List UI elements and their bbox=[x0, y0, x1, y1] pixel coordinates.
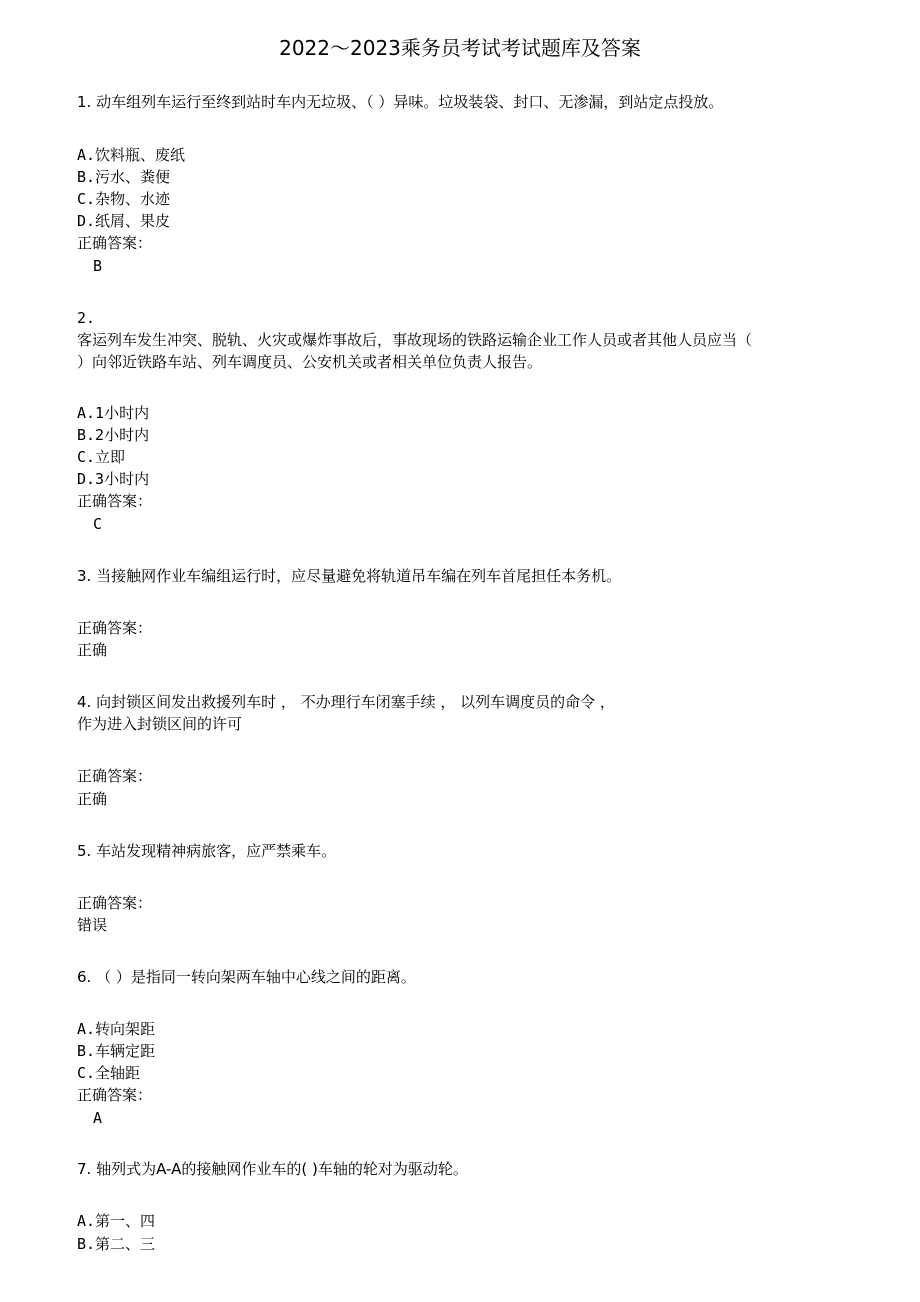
answer-value: A bbox=[93, 1109, 103, 1127]
question-stem: 5. 车站发现精神病旅客，应严禁乘车。 bbox=[77, 842, 337, 860]
answer-label: 正确答案： bbox=[77, 619, 153, 637]
question-stem-line-2: ）向邻近铁路车站、列车调度员、公安机关或者相关单位负责人报告。 bbox=[77, 353, 543, 371]
answer-value: B bbox=[93, 257, 103, 275]
option-b: B.第二、三 bbox=[77, 1235, 156, 1253]
question-stem-line-1: 4. 向封锁区间发出救援列车时 ， 不办理行车闭塞手续 ， 以列车调度员的命令 ， bbox=[77, 693, 615, 711]
answer-value: 正确 bbox=[77, 790, 108, 808]
answer-label: 正确答案： bbox=[77, 234, 153, 252]
answer-value: 错误 bbox=[77, 916, 108, 934]
question-stem: 1. 动车组列车运行至终到站时车内无垃圾、（ ）异味。垃圾装袋、封口、无渗漏，到站定点投放。 bbox=[77, 93, 724, 111]
question-stem-line-2: 作为进入封锁区间的许可 bbox=[77, 715, 243, 733]
option-d: D.纸屑、果皮 bbox=[77, 212, 171, 230]
question-stem: 7. 轴列式为A-A的接触网作业车的( )车轴的轮对为驱动轮。 bbox=[77, 1160, 468, 1178]
question-stem: 6. （ ）是指同一转向架两车轴中心线之间的距离。 bbox=[77, 968, 416, 986]
option-a: A.转向架距 bbox=[77, 1020, 156, 1038]
answer-label: 正确答案： bbox=[77, 492, 153, 510]
answer-label: 正确答案： bbox=[77, 767, 153, 785]
question-stem-line-1: 客运列车发生冲突、脱轨、火灾或爆炸事故后，事故现场的铁路运输企业工作人员或者其他人员应当（ bbox=[77, 331, 753, 349]
option-c: C.杂物、水迹 bbox=[77, 190, 171, 208]
option-c: C.立即 bbox=[77, 448, 126, 466]
option-c: C.全轴距 bbox=[77, 1064, 141, 1082]
option-b: B.车辆定距 bbox=[77, 1042, 156, 1060]
option-a: A.饮料瓶、废纸 bbox=[77, 146, 186, 164]
option-a: A.第一、四 bbox=[77, 1212, 156, 1230]
answer-value: C bbox=[93, 515, 103, 533]
option-a: A.1小时内 bbox=[77, 404, 150, 422]
option-d: D.3小时内 bbox=[77, 470, 150, 488]
question-stem: 3. 当接触网作业车编组运行时，应尽量避免将轨道吊车编在列车首尾担任本务机。 bbox=[77, 567, 622, 585]
answer-value: 正确 bbox=[77, 641, 108, 659]
question-number: 2. bbox=[77, 309, 96, 327]
option-b: B.污水、粪便 bbox=[77, 168, 171, 186]
option-b: B.2小时内 bbox=[77, 426, 150, 444]
answer-label: 正确答案： bbox=[77, 894, 153, 912]
answer-label: 正确答案： bbox=[77, 1086, 153, 1104]
page-title: 2022～2023乘务员考试考试题库及答案 bbox=[279, 36, 641, 60]
